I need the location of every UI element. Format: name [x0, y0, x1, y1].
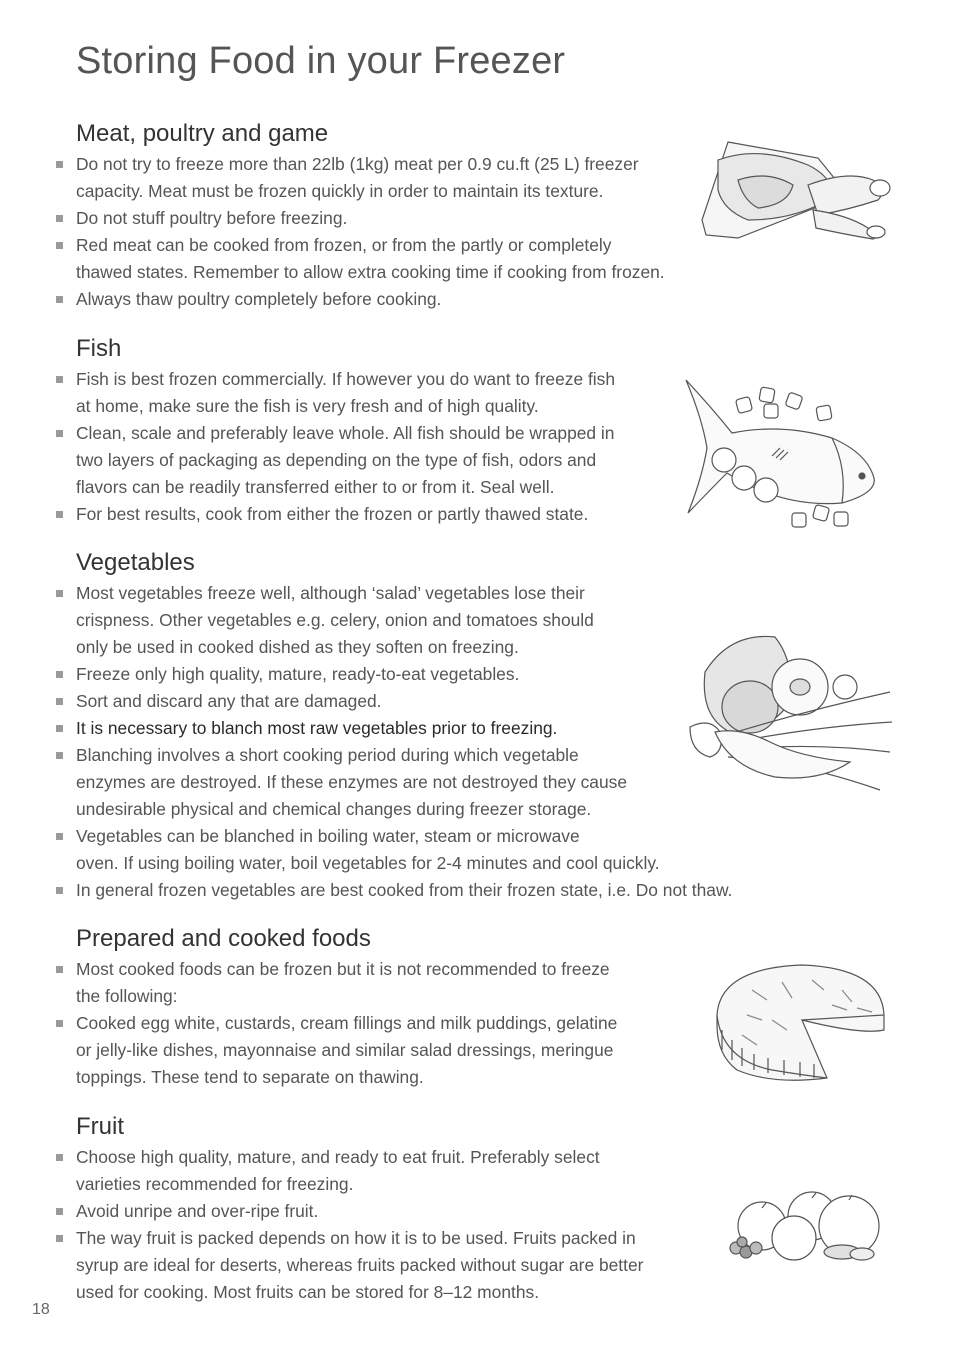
list-item: Fish is best frozen commercially. If however you do want to freeze fish at home, make sure the fish is very fresh and of high quality. [76, 366, 954, 420]
list-item: Do not stuff poultry before freezing. [76, 205, 954, 232]
list-item: Most vegetables freeze well, although ‘salad’ vegetables lose their crispness. Other vegetables e.g. celery, onion and tomatoes should only be used in cooked dished as they soften on freezing. [76, 580, 954, 661]
list-item: Sort and discard any that are damaged. [76, 688, 954, 715]
list-item: In general frozen vegetables are best cooked from their frozen state, i.e. Do not thaw. [76, 877, 954, 904]
list-item: Most cooked foods can be frozen but it is not recommended to freeze the following: [76, 956, 954, 1010]
list-item: Cooked egg white, custards, cream fillings and milk puddings, gelatine or jelly-like dishes, mayonnaise and similar salad dressings, meringue toppings. These tend to separate on thawing. [76, 1010, 954, 1091]
list-item: Choose high quality, mature, and ready to eat fruit. Preferably select varieties recommended for freezing. [76, 1144, 954, 1198]
fish-icon [682, 378, 882, 538]
list-item: Always thaw poultry completely before cooking. [76, 286, 954, 313]
list-item: The way fruit is packed depends on how it is to be used. Fruits packed in syrup are ideal for deserts, whereas fruits packed without sugar are better used for cooking. Most fruits can be stored for 8–12 months. [76, 1225, 954, 1306]
vegetables-icon [680, 632, 895, 797]
page-title: Storing Food in your Freezer [76, 40, 566, 82]
meat-icon [698, 140, 898, 240]
list-item: Freeze only high quality, mature, ready-to-eat vegetables. [76, 661, 954, 688]
section-heading: Fish [76, 335, 122, 362]
quiche-icon [712, 960, 892, 1085]
section-heading: Vegetables [76, 549, 195, 576]
fruit-icon [724, 1188, 894, 1268]
section-heading: Fruit [76, 1113, 124, 1140]
list-item: For best results, cook from either the frozen or partly thawed state. [76, 501, 954, 528]
list-item: Vegetables can be blanched in boiling water, steam or microwave oven. If using boiling water, boil vegetables for 2-4 minutes and cool quickly. [76, 823, 954, 877]
section-heading: Meat, poultry and game [76, 120, 329, 147]
list-item: It is necessary to blanch most raw vegetables prior to freezing. [76, 715, 954, 742]
page-number: 18 [32, 1301, 50, 1318]
list-item: Avoid unripe and over-ripe fruit. [76, 1198, 954, 1225]
list-item: Do not try to freeze more than 22lb (1kg) meat per 0.9 cu.ft (25 L) freezer capacity. Meat must be frozen quickly in order to maintain its texture. [76, 151, 954, 205]
list-item: Red meat can be cooked from frozen, or from the partly or completely thawed states. Remember to allow extra cooking time if cooking from frozen. [76, 232, 954, 286]
list-item: Blanching involves a short cooking period during which vegetable enzymes are destroyed. If these enzymes are not destroyed they cause undesirable physical and chemical changes during freezer storage. [76, 742, 954, 823]
section-heading: Prepared and cooked foods [76, 925, 371, 952]
list-item: Clean, scale and preferably leave whole. All fish should be wrapped in two layers of packaging as depending on the type of fish, odors and flavors can be readily transferred either to or from it. Seal well. [76, 420, 954, 501]
